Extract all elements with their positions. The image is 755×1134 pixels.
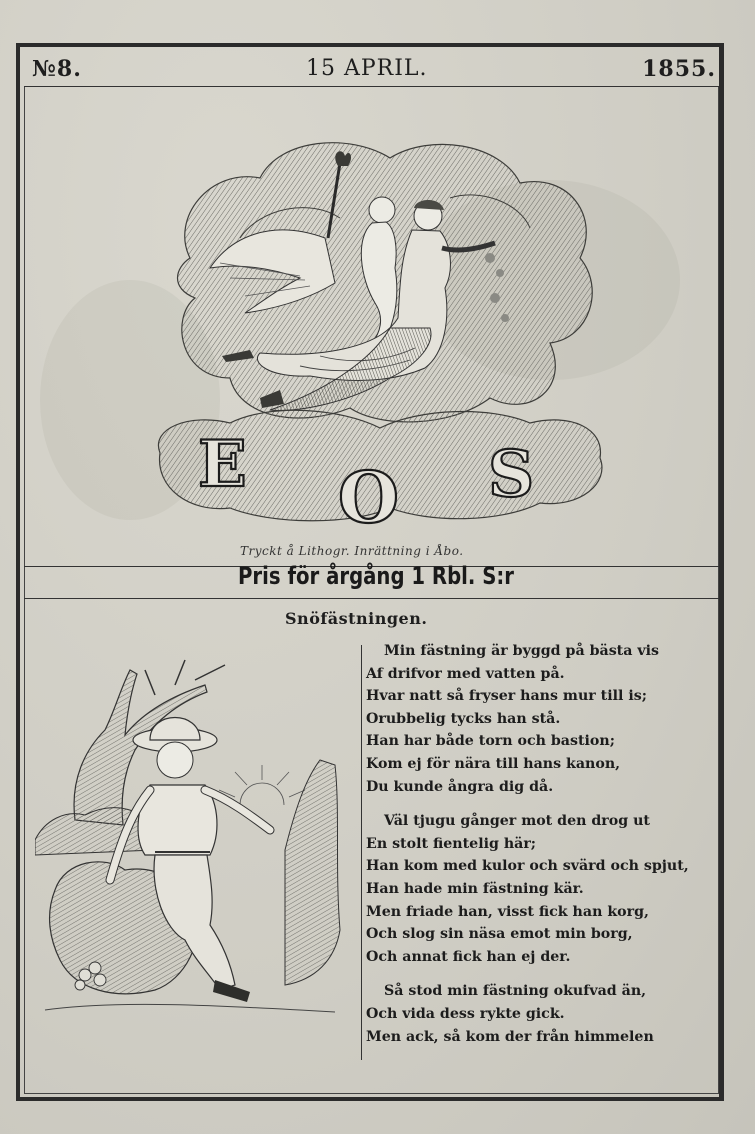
issue-year: 1855. xyxy=(642,56,716,82)
poem-line: Min fästning är byggd på bästa vis xyxy=(384,643,659,659)
issue-date: 15 APRIL. xyxy=(306,56,428,81)
printer-credit: Tryckt å Lithogr. Inrättning i Åbo. xyxy=(240,544,464,558)
header-rule xyxy=(24,86,719,87)
poem-line: Och annat fick han ej der. xyxy=(366,948,571,965)
poem-stanza xyxy=(366,640,711,798)
poem-column-rule xyxy=(361,645,362,1060)
poem-title: Snöfästningen. xyxy=(285,609,428,628)
poem-line: Så stod min fästning okufvad än, xyxy=(384,983,647,1000)
poem-line: Väl tjugu gånger mot den drog ut xyxy=(384,813,650,830)
subscription-price: Pris för årgång 1 Rbl. S:r xyxy=(238,562,514,590)
price-bottom-rule xyxy=(24,598,719,599)
poem-line: Orubbelig tycks han stå. xyxy=(366,710,561,727)
poem-line: Men ack, så kom der från himmelen xyxy=(366,1028,654,1045)
poem-line: Och vida dess rykte gick. xyxy=(366,1005,565,1022)
masthead-letter-e: E xyxy=(198,427,247,502)
masthead-letter-s: S xyxy=(488,437,535,512)
masthead-engraving xyxy=(150,128,610,548)
poem-line: Kom ej för nära till hans kanon, xyxy=(366,755,621,772)
poem-line: Han har både torn och bastion; xyxy=(366,733,615,750)
poem-stanza xyxy=(366,980,711,1048)
poem-line: Han hade min fästning kär. xyxy=(366,880,584,897)
poem-body xyxy=(366,640,711,1048)
poem-line: En stolt fientelig här; xyxy=(366,835,537,852)
poem-line: Men friade han, visst fick han korg, xyxy=(366,903,649,920)
poem-line: Och slog sin näsa emot min borg, xyxy=(366,926,633,943)
issue-header xyxy=(28,52,718,86)
masthead-letter-o: O xyxy=(338,456,399,539)
boy-illustration xyxy=(35,640,355,1030)
poem-line: Af drifvor med vatten på. xyxy=(366,665,565,682)
poem-stanza xyxy=(366,810,711,968)
issue-number: №8. xyxy=(32,56,82,82)
poem-line: Du kunde ångra dig då. xyxy=(366,778,554,795)
poem-line: Hvar natt så fryser hans mur till is; xyxy=(366,688,647,705)
poem-line: Han kom med kulor och svärd och spjut, xyxy=(366,858,689,875)
